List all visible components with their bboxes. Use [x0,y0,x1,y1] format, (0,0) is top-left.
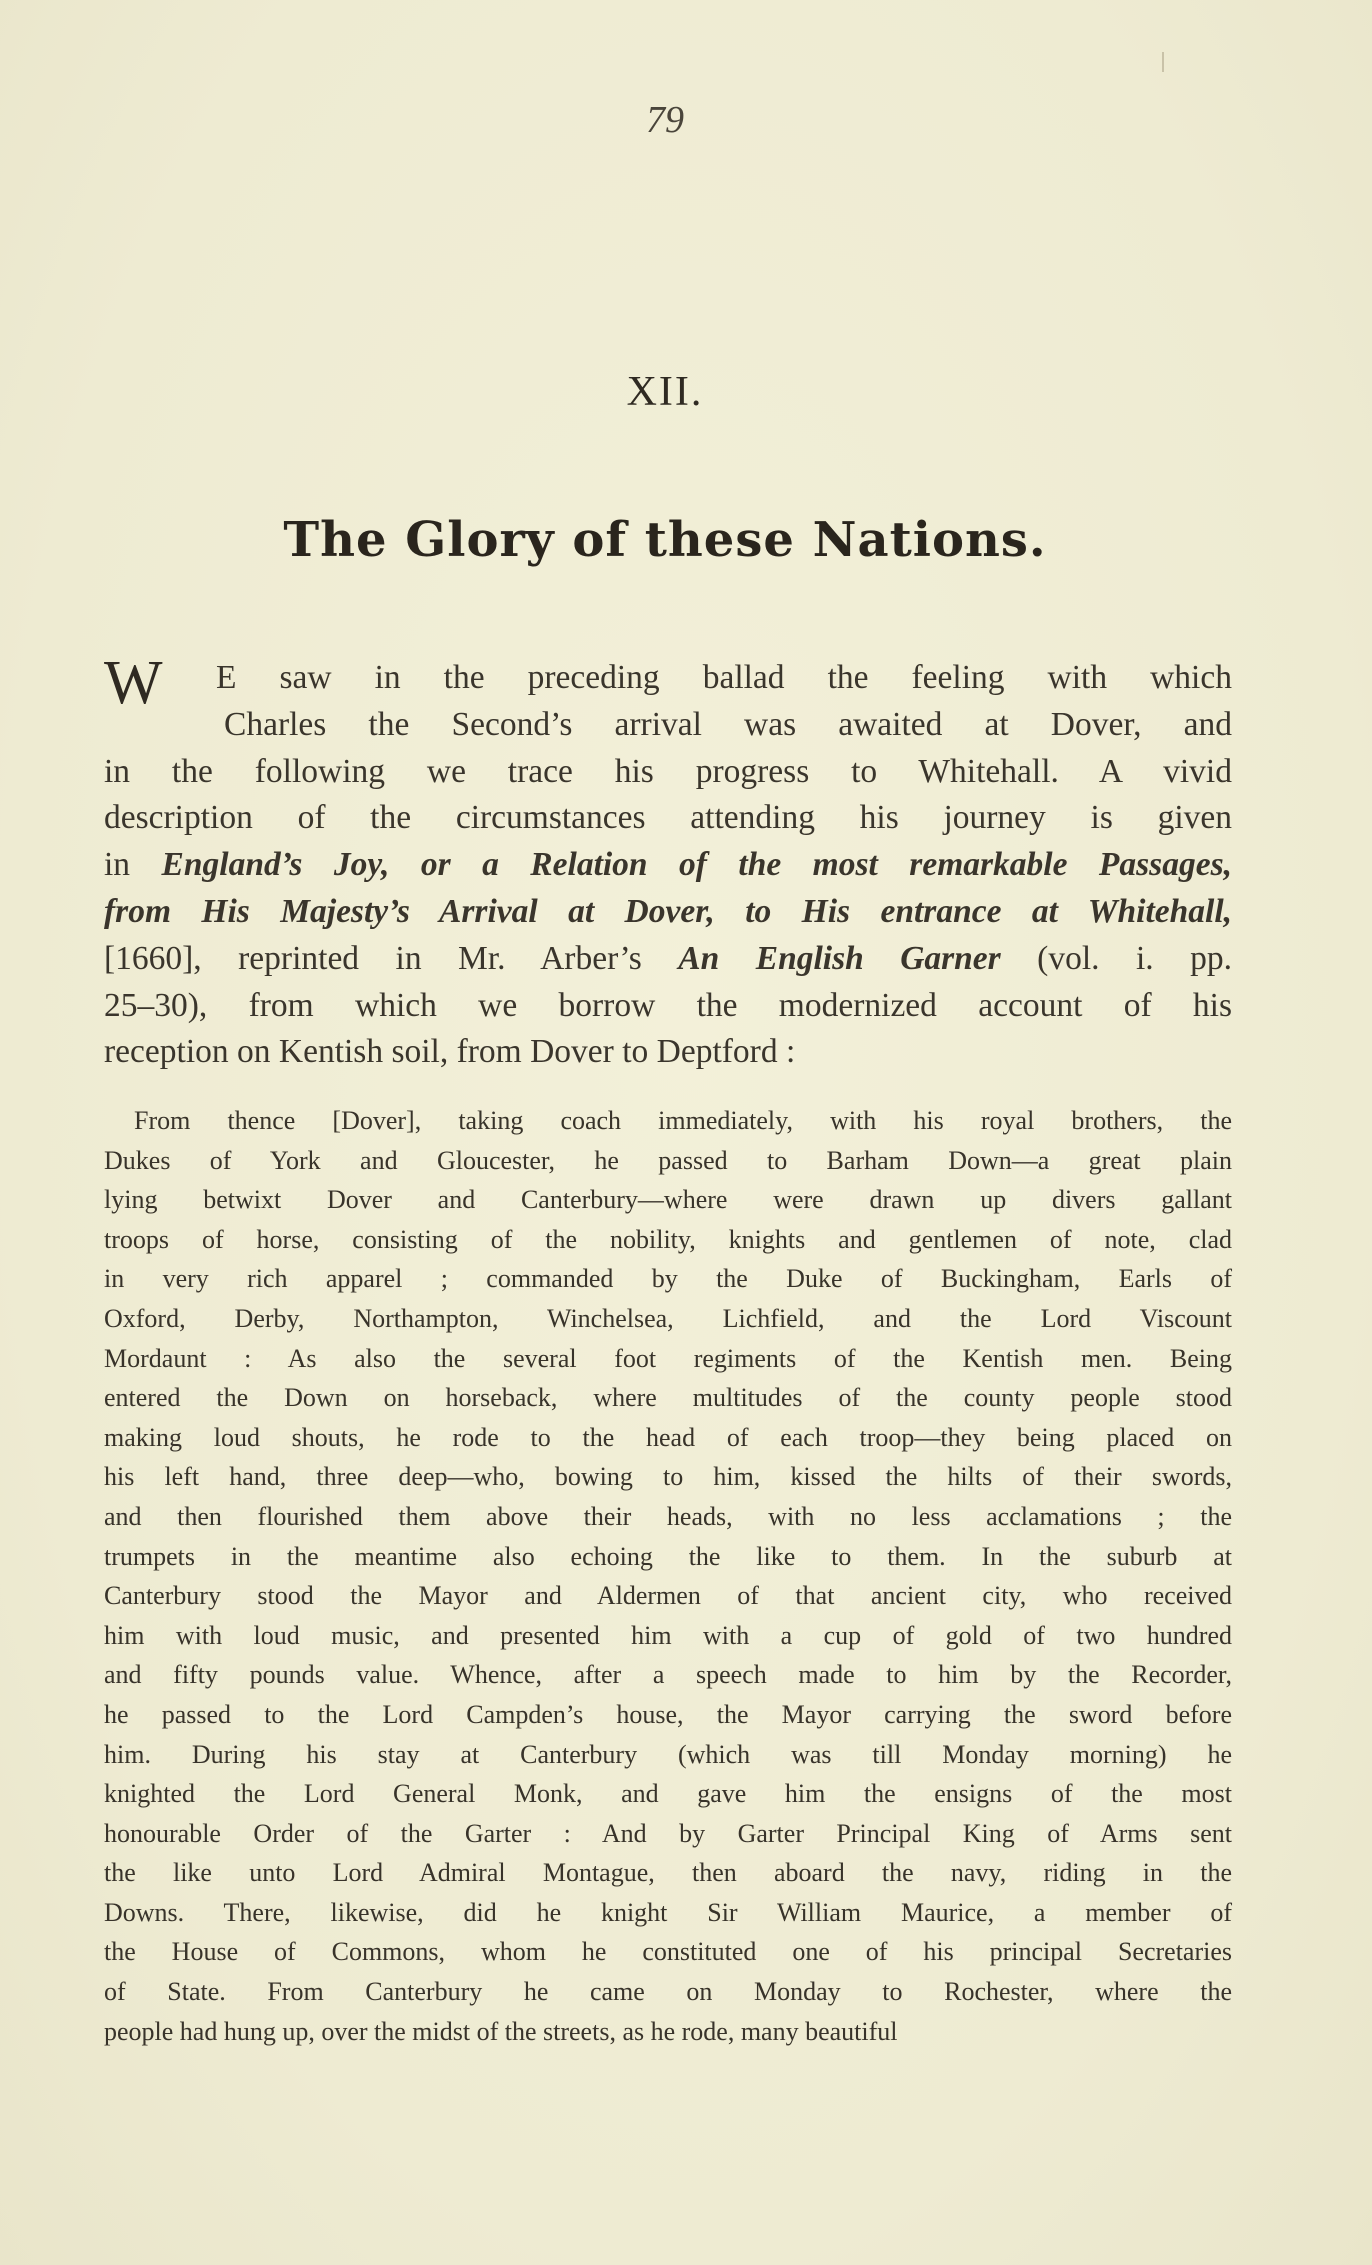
intro-line [104,936,1232,983]
intro-text: reception on Kentish soil, from Dover to Deptford : [104,1033,796,1071]
quote-line: Dukes of York and Gloucester, he passed to Barham Down—a great plain [104,1145,1232,1175]
quote-line: making loud shouts, he rode to the head of each troop—they being placed on [104,1422,1232,1452]
quote-line: lying betwixt Dover and Canterbury—where were drawn up divers gallant [104,1185,1232,1215]
quote-line: him with loud music, and presented him with a cup of gold of two hundred [104,1620,1232,1650]
quote-line: of State. From Canterbury he came on Monday to Rochester, where the [104,1977,1232,2007]
page-number: 79 [646,99,684,141]
quote-line: troops of horse, consisting of the nobility, knights and gentlemen of note, clad [104,1224,1232,1254]
quote-line: trumpets in the meantime also echoing the like to them. In the suburb at [104,1541,1232,1571]
quote-line: his left hand, three deep—who, bowing to him, kissed the hilts of their swords, [104,1462,1232,1492]
chapter-number: XII. [626,369,704,415]
intro-line [104,983,1232,1030]
intro-text: E saw in the preceding ballad the feeling with which [216,659,1232,696]
quote-line: Oxford, Derby, Northampton, Winchelsea, Lichfield, and the Lord Viscount [104,1303,1232,1333]
intro-text: Charles the Second’s arrival was awaited at Dover, and [224,705,1232,743]
quote-line: knighted the Lord General Monk, and gave him the ensigns of the most [104,1779,1232,1809]
intro-line [104,702,1232,749]
quote-line: in very rich apparel ; commanded by the Duke of Buckingham, Earls of [104,1264,1232,1294]
quote-line: the House of Commons, whom he constituted one of his principal Secretaries [104,1937,1232,1967]
quote-line: Canterbury stood the Mayor and Aldermen of that ancient city, who received [104,1581,1232,1611]
quote-line: he passed to the Lord Campden’s house, the Mayor carrying the sword before [104,1699,1232,1729]
quote-line: and then flourished them above their heads, with no less acclamations ; the [104,1501,1232,1531]
intro-line [104,749,1232,796]
intro-title-text: England’s Joy, or a Relation of the most remarkable Passages, [161,846,1232,884]
quote-line: him. During his stay at Canterbury (which was till Monday morning) he [104,1739,1232,1769]
intro-line [104,655,1232,702]
quote-line: From thence [Dover], taking coach immediately, with his royal brothers, the [134,1106,1232,1135]
intro-title-text: An English Garner [678,939,1001,977]
quote-line: entered the Down on horseback, where multitudes of the county people stood [104,1383,1232,1413]
intro-text: (vol. i. pp. [1000,939,1232,977]
intro-text: in the following we trace his progress to Whitehall. A vivid [104,752,1232,790]
intro-text: in [104,846,162,884]
scan-edge-mark [1162,52,1164,72]
quote-line: and fifty pounds value. Whence, after a speech made to him by the Recorder, [104,1660,1232,1690]
chapter-title: The Glory of these Nations. [283,512,1047,568]
quoted-passage [104,1101,1232,2051]
drop-cap: W [104,649,163,717]
quote-line: Downs. There, likewise, did he knight Sir William Maurice, a member of [104,1897,1232,1927]
intro-paragraph [104,655,1232,1076]
quote-line: the like unto Lord Admiral Montague, then aboard the navy, riding in the [104,1858,1232,1888]
intro-line [104,842,1232,889]
intro-line [104,1029,1232,1076]
quote-line: Mordaunt : As also the several foot regiments of the Kentish men. Being [104,1343,1232,1373]
intro-text: [1660], reprinted in Mr. Arber’s [104,939,679,977]
quote-line: people had hung up, over the midst of the streets, as he rode, many beautiful [104,2016,898,2046]
intro-title-text: from His Majesty’s Arrival at Dover, to His entrance at Whitehall, [104,892,1232,930]
intro-line [104,889,1232,936]
intro-line [104,795,1232,842]
intro-text: 25–30), from which we borrow the modernized account of his [104,986,1232,1024]
intro-text: description of the circumstances attending his journey is given [104,799,1232,837]
quote-line: honourable Order of the Garter : And by Garter Principal King of Arms sent [104,1818,1232,1848]
